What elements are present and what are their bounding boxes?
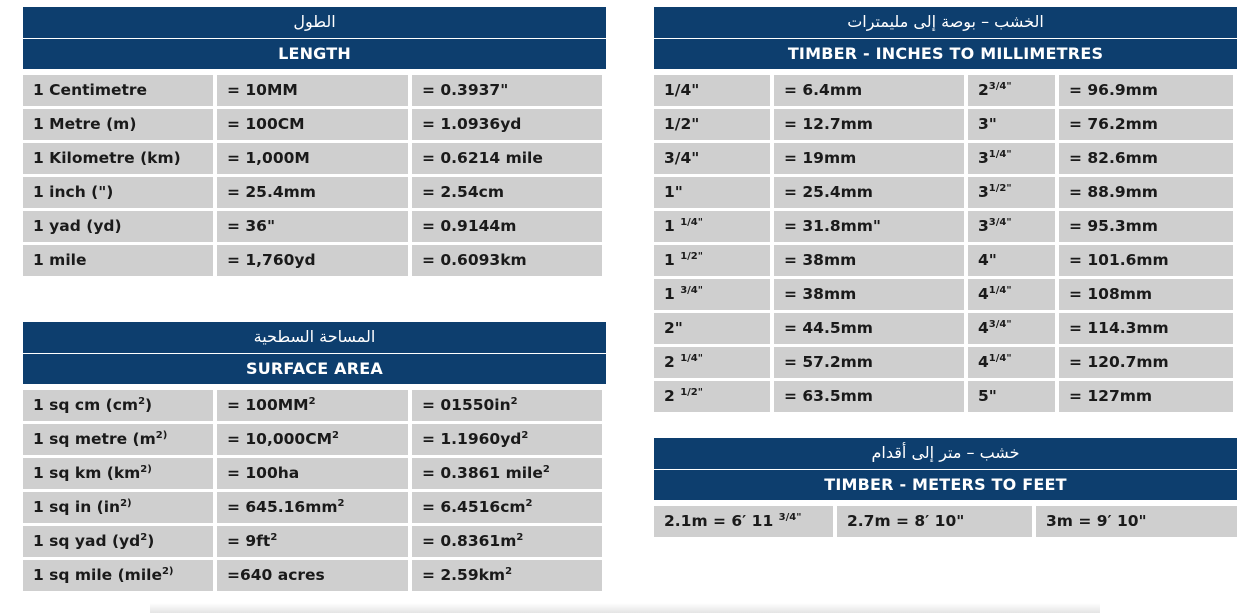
- cell-superscript: 1/2": [680, 387, 703, 398]
- timber-feet-header: [654, 438, 1237, 500]
- cell-superscript: 2): [120, 498, 132, 509]
- table-row: [23, 560, 606, 591]
- cell-text: = 2.59km: [422, 566, 506, 584]
- table-row: [23, 75, 606, 106]
- cell-text: 4: [978, 353, 989, 371]
- table-cell: [217, 458, 408, 489]
- timber-inches-table: [654, 7, 1237, 412]
- table-cell: [654, 506, 833, 537]
- table-cell: [654, 381, 770, 412]
- cell-superscript: 2: [542, 464, 550, 475]
- table-cell: [1059, 109, 1233, 140]
- surface-area-rows: [23, 390, 606, 591]
- table-cell: [412, 424, 602, 455]
- cell-text: 1 sq mile (mile: [33, 566, 162, 584]
- cell-text: 1: [664, 285, 681, 303]
- cell-text: = 127mm: [1069, 387, 1153, 405]
- cell-text: 2.1m = 6′ 11: [664, 512, 779, 530]
- table-cell: [774, 347, 964, 378]
- cell-text: = 96.9mm: [1069, 81, 1158, 99]
- cell-superscript: 3/4": [988, 217, 1012, 228]
- table-cell: [837, 506, 1032, 537]
- table-cell: [654, 143, 770, 174]
- table-cell: [654, 245, 770, 276]
- cell-text: = 9ft: [227, 532, 271, 550]
- table-cell: 1 inch ("): [23, 177, 213, 208]
- table-row: [654, 347, 1237, 378]
- table-row: [23, 245, 606, 276]
- cell-superscript: 1/4": [988, 149, 1012, 160]
- table-row: [654, 279, 1237, 310]
- cell-superscript: 3/4": [778, 512, 802, 523]
- table-cell: [217, 390, 408, 421]
- cell-superscript: 2: [337, 498, 345, 509]
- cell-text: = 82.6mm: [1069, 149, 1158, 167]
- table-row: [23, 458, 606, 489]
- cell-text: = 01550in: [422, 396, 511, 414]
- cell-text: 3: [978, 149, 989, 167]
- table-cell: [1059, 177, 1233, 208]
- table-cell: [774, 211, 964, 242]
- cell-text: = 6.4516cm: [422, 498, 526, 516]
- table-cell: [217, 560, 408, 591]
- cell-superscript: 3/4": [988, 81, 1012, 92]
- table-cell: [412, 492, 602, 523]
- cell-text: = 6.4mm: [784, 81, 863, 99]
- table-cell: [774, 245, 964, 276]
- table-row: [23, 177, 606, 208]
- table-cell: [23, 424, 213, 455]
- cell-superscript: 1/2": [680, 251, 703, 262]
- table-cell: [217, 492, 408, 523]
- table-row: [654, 245, 1237, 276]
- table-cell: [774, 381, 964, 412]
- cell-superscript: 1/4": [680, 353, 703, 364]
- table-row: [654, 211, 1237, 242]
- cell-text: 2: [664, 387, 681, 405]
- length-table: [23, 7, 606, 276]
- table-cell: [412, 526, 602, 557]
- table-cell: [1059, 381, 1233, 412]
- table-cell: [1059, 347, 1233, 378]
- cell-text: 1": [664, 183, 683, 201]
- cell-text: 2": [664, 319, 683, 337]
- timber-inches-title-en: TIMBER - INCHES TO MILLIMETRES: [787, 44, 1104, 63]
- table-cell: [23, 458, 213, 489]
- table-cell: [23, 492, 213, 523]
- cell-text: = 88.9mm: [1069, 183, 1158, 201]
- table-cell: [968, 245, 1055, 276]
- cell-text: = 19mm: [784, 149, 857, 167]
- cell-superscript: 2: [138, 396, 146, 407]
- cell-superscript: 2: [140, 532, 148, 543]
- cell-superscript: 2): [155, 430, 168, 441]
- cell-superscript: 2: [510, 396, 518, 407]
- surface-area-title-ar: المساحة السطحية: [253, 327, 376, 346]
- timber-inches-title-ar: الخشب – بوصة إلى مليمترات: [847, 12, 1044, 31]
- cell-superscript: 1/4": [988, 285, 1012, 296]
- table-row: [23, 526, 606, 557]
- timber-inches-rows: [654, 75, 1237, 412]
- table-cell: [23, 526, 213, 557]
- cell-superscript: 3/4": [988, 319, 1012, 330]
- cell-suffix: ): [145, 396, 153, 414]
- table-cell: [774, 109, 964, 140]
- timber-feet-rows: [654, 506, 1237, 537]
- table-cell: = 0.6093km: [412, 245, 602, 276]
- table-cell: [774, 177, 964, 208]
- table-cell: [23, 390, 213, 421]
- table-cell: = 100CM: [217, 109, 408, 140]
- cell-text: 4: [978, 319, 989, 337]
- cell-text: = 114.3mm: [1069, 319, 1169, 337]
- cell-text: = 10,000CM: [227, 430, 332, 448]
- length-header: [23, 7, 606, 69]
- table-cell: [654, 279, 770, 310]
- table-cell: [774, 279, 964, 310]
- table-cell: [968, 109, 1055, 140]
- cell-text: = 120.7mm: [1069, 353, 1169, 371]
- table-cell: = 1,760yd: [217, 245, 408, 276]
- cell-text: 1 sq metre (m: [33, 430, 156, 448]
- cell-text: 2: [664, 353, 681, 371]
- cell-text: = 645.16mm: [227, 498, 338, 516]
- table-cell: = 1,000M: [217, 143, 408, 174]
- table-cell: = 0.9144m: [412, 211, 602, 242]
- cell-text: 1: [664, 217, 681, 235]
- table-cell: 1 yad (yd): [23, 211, 213, 242]
- cell-text: 1 sq km (km: [33, 464, 141, 482]
- table-row: [654, 506, 1237, 537]
- table-cell: [968, 279, 1055, 310]
- table-cell: [654, 109, 770, 140]
- timber-feet-title-en: TIMBER - METERS TO FEET: [824, 475, 1067, 494]
- table-cell: [654, 211, 770, 242]
- cell-text: = 57.2mm: [784, 353, 873, 371]
- table-row: [654, 109, 1237, 140]
- table-cell: [968, 177, 1055, 208]
- timber-inches-header: [654, 7, 1237, 69]
- cell-text: = 100MM: [227, 396, 309, 414]
- table-row: [654, 177, 1237, 208]
- cell-text: = 38mm: [784, 285, 857, 303]
- timber-feet-title-ar: خشب – متر إلى أقدام: [871, 443, 1020, 462]
- table-cell: [23, 560, 213, 591]
- cell-text: = 1.1960yd: [422, 430, 522, 448]
- cell-text: 3m = 9′ 10": [1046, 512, 1147, 530]
- cell-superscript: 2: [270, 532, 278, 543]
- cell-text: = 31.8mm": [784, 217, 882, 235]
- table-cell: [1059, 313, 1233, 344]
- table-cell: 1 mile: [23, 245, 213, 276]
- cell-text: 1 sq yad (yd: [33, 532, 141, 550]
- cell-text: 1/2": [664, 115, 700, 133]
- cell-text: 4": [978, 251, 997, 269]
- cell-text: 3": [978, 115, 997, 133]
- table-cell: [968, 347, 1055, 378]
- table-row: [23, 109, 606, 140]
- table-cell: [968, 313, 1055, 344]
- cell-text: 1/4": [664, 81, 700, 99]
- table-row: [23, 390, 606, 421]
- cell-superscript: 2: [332, 430, 339, 441]
- table-cell: [654, 177, 770, 208]
- cell-text: = 25.4mm: [784, 183, 873, 201]
- table-cell: [1036, 506, 1237, 537]
- table-cell: [774, 143, 964, 174]
- table-cell: [654, 313, 770, 344]
- cell-text: = 95.3mm: [1069, 217, 1158, 235]
- table-cell: [968, 75, 1055, 106]
- table-cell: [968, 211, 1055, 242]
- cell-superscript: 1/2": [988, 183, 1012, 194]
- cell-text: = 101.6mm: [1069, 251, 1169, 269]
- cell-text: = 38mm: [784, 251, 857, 269]
- cell-text: = 12.7mm: [784, 115, 873, 133]
- cell-superscript: 2: [516, 532, 524, 543]
- cell-superscript: 2): [140, 464, 152, 475]
- cell-text: 3: [978, 183, 989, 201]
- cell-text: 3/4": [664, 149, 700, 167]
- table-cell: [1059, 211, 1233, 242]
- cell-text: 3: [978, 217, 989, 235]
- table-cell: [774, 75, 964, 106]
- cell-text: = 76.2mm: [1069, 115, 1158, 133]
- table-cell: [654, 347, 770, 378]
- cell-superscript: 1/4": [988, 353, 1012, 364]
- table-cell: = 36": [217, 211, 408, 242]
- table-cell: [1059, 75, 1233, 106]
- table-cell: [1059, 143, 1233, 174]
- table-cell: 1 Centimetre: [23, 75, 213, 106]
- cell-superscript: 2): [161, 566, 174, 577]
- cell-text: = 63.5mm: [784, 387, 873, 405]
- table-cell: [1059, 279, 1233, 310]
- table-row: [654, 381, 1237, 412]
- table-cell: 1 Kilometre (km): [23, 143, 213, 174]
- table-cell: 1 Metre (m): [23, 109, 213, 140]
- surface-area-table: [23, 322, 606, 591]
- table-row: [654, 75, 1237, 106]
- length-title-ar: الطول: [293, 12, 336, 31]
- table-cell: [217, 424, 408, 455]
- table-cell: [774, 313, 964, 344]
- cell-superscript: 2: [525, 498, 533, 509]
- table-cell: [968, 381, 1055, 412]
- table-row: [23, 211, 606, 242]
- table-cell: = 10MM: [217, 75, 408, 106]
- cell-text: 1: [664, 251, 681, 269]
- table-row: [23, 492, 606, 523]
- table-cell: [654, 75, 770, 106]
- cell-superscript: 2: [521, 430, 529, 441]
- surface-area-header: [23, 322, 606, 384]
- table-cell: [412, 390, 602, 421]
- table-cell: [1059, 245, 1233, 276]
- cell-superscript: 2: [308, 396, 316, 407]
- table-cell: = 0.6214 mile: [412, 143, 602, 174]
- table-row: [654, 143, 1237, 174]
- cell-text: = 108mm: [1069, 285, 1153, 303]
- table-row: [23, 424, 606, 455]
- cell-text: = 0.8361m: [422, 532, 517, 550]
- table-cell: [412, 560, 602, 591]
- table-cell: = 0.3937": [412, 75, 602, 106]
- table-cell: = 1.0936yd: [412, 109, 602, 140]
- cell-text: 1 sq cm (cm: [33, 396, 139, 414]
- cell-text: 2.7m = 8′ 10": [847, 512, 965, 530]
- bottom-shadow: [150, 603, 1100, 613]
- cell-text: 4: [978, 285, 989, 303]
- length-rows: [23, 75, 606, 276]
- table-cell: [968, 143, 1055, 174]
- table-cell: [412, 458, 602, 489]
- cell-superscript: 1/4": [680, 217, 703, 228]
- surface-area-title-en: SURFACE AREA: [246, 359, 383, 378]
- cell-text: 5": [978, 387, 997, 405]
- table-cell: [217, 526, 408, 557]
- table-cell: = 25.4mm: [217, 177, 408, 208]
- cell-text: 2: [978, 81, 989, 99]
- cell-superscript: 2: [505, 566, 513, 577]
- cell-suffix: ): [147, 532, 155, 550]
- table-row: [23, 143, 606, 174]
- length-title-en: LENGTH: [278, 44, 351, 63]
- table-cell: = 2.54cm: [412, 177, 602, 208]
- cell-superscript: 3/4": [680, 285, 703, 296]
- cell-text: = 0.3861 mile: [422, 464, 543, 482]
- cell-text: = 44.5mm: [784, 319, 873, 337]
- cell-text: 1 sq in (in: [33, 498, 121, 516]
- table-row: [654, 313, 1237, 344]
- timber-feet-table: [654, 438, 1237, 537]
- cell-text: =640 acres: [227, 566, 325, 584]
- cell-text: = 100ha: [227, 464, 300, 482]
